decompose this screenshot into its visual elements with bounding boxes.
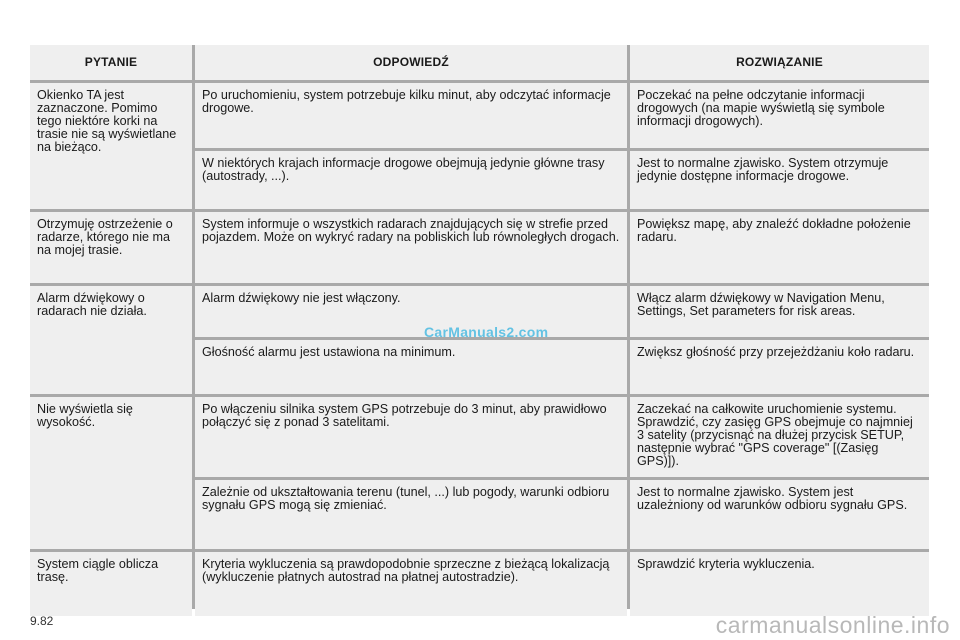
header-question: PYTANIE bbox=[30, 45, 192, 80]
answer-cell: W niektórych krajach informacje drogowe obejmują jedynie główne trasy (autostrady, ...). bbox=[195, 151, 627, 209]
answer-cell: Alarm dźwiękowy nie jest włączony. bbox=[195, 286, 627, 337]
page-number: 9.82 bbox=[30, 614, 54, 628]
answer-cell: Po włączeniu silnika system GPS potrzebuje do 3 minut, aby prawidłowo połączyć się z ponad 3 satelitami. bbox=[195, 397, 627, 477]
question-cell: Nie wyświetla się wysokość. bbox=[30, 397, 192, 549]
answer-cell: System informuje o wszystkich radarach znajdujących się w strefie przed pojazdem. Może on wykryć radary na pobliskich lub równoległych drogach. bbox=[195, 212, 627, 283]
solution-cell: Włącz alarm dźwiękowy w Navigation Menu, Settings, Set parameters for risk areas. bbox=[630, 286, 929, 337]
solution-cell: Poczekać na pełne odczytanie informacji drogowych (na mapie wyświetlą się symbole informacji drogowych). bbox=[630, 83, 929, 148]
solution-cell: Sprawdzić kryteria wykluczenia. bbox=[630, 552, 929, 616]
answer-cell: Zależnie od ukształtowania terenu (tunel, ...) lub pogody, warunki odbioru sygnału GPS mogą się zmieniać. bbox=[195, 480, 627, 549]
solution-cell: Jest to normalne zjawisko. System jest uzależniony od warunków odbioru sygnału GPS. bbox=[630, 480, 929, 549]
question-cell: Alarm dźwiękowy o radarach nie działa. bbox=[30, 286, 192, 394]
question-cell: Otrzymuję ostrzeżenie o radarze, którego nie ma na mojej trasie. bbox=[30, 212, 192, 283]
header-solution: ROZWIĄZANIE bbox=[630, 45, 929, 80]
solution-cell: Zwiększ głośność przy przejeżdżaniu koło radaru. bbox=[630, 340, 929, 394]
answer-cell: Po uruchomieniu, system potrzebuje kilku minut, aby odczytać informacje drogowe. bbox=[195, 83, 627, 148]
solution-cell: Powiększ mapę, aby znaleźć dokładne położenie radaru. bbox=[630, 212, 929, 283]
question-cell: System ciągle oblicza trasę. bbox=[30, 552, 192, 616]
solution-cell: Jest to normalne zjawisko. System otrzymuje jedynie dostępne informacje drogowe. bbox=[630, 151, 929, 209]
question-cell: Okienko TA jest zaznaczone. Pomimo tego niektóre korki na trasie nie są wyświetlane na bieżąco. bbox=[30, 83, 192, 209]
answer-cell: Głośność alarmu jest ustawiona na minimum. bbox=[195, 340, 627, 394]
solution-cell: Zaczekać na całkowite uruchomienie systemu. Sprawdzić, czy zasięg GPS obejmuje co najmniej 3 satelity (przycisnąć na dłużej przycisk SETUP, następnie wybrać "GPS coverage" [(Zasięg GPS)]). bbox=[630, 397, 929, 477]
answer-cell: Kryteria wykluczenia są prawdopodobnie sprzeczne z bieżącą lokalizacją (wykluczenie płatnych autostrad na płatnej autostradzie). bbox=[195, 552, 627, 616]
header-answer: ODPOWIEDŹ bbox=[195, 45, 627, 80]
watermark-center: CarManuals2.com bbox=[424, 324, 549, 340]
watermark-footer: carmanualsonline.info bbox=[715, 612, 950, 638]
